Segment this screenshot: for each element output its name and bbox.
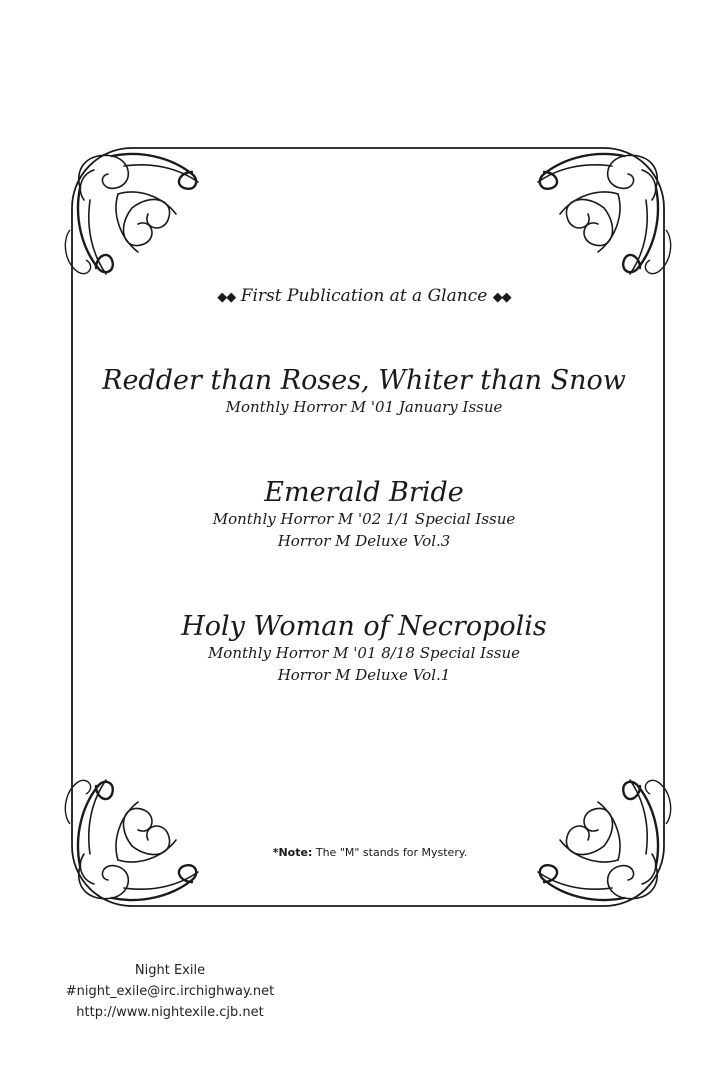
page-heading xyxy=(0,286,728,306)
entry-source: Horror M Deluxe Vol.1 xyxy=(277,666,451,684)
scanlation-credits xyxy=(62,960,278,1023)
footnote-text: The "M" stands for Mystery. xyxy=(315,846,468,859)
diamond-ornament-right: ◆◆ xyxy=(492,290,511,305)
entry-source: Horror M Deluxe Vol.3 xyxy=(277,532,451,550)
publication-entry xyxy=(0,366,728,418)
entry-source: Monthly Horror M '01 8/18 Special Issue xyxy=(207,644,521,662)
entry-source: Monthly Horror M '01 January Issue xyxy=(225,398,503,416)
entry-title: Emerald Bride xyxy=(264,477,464,508)
entry-title: Redder than Roses, Whiter than Snow xyxy=(102,365,626,396)
entry-source: Monthly Horror M '02 1/1 Special Issue xyxy=(212,510,516,528)
diamond-ornament-left: ◆◆ xyxy=(217,290,236,305)
publication-entry xyxy=(0,478,728,552)
credits-website: http://www.nightexile.cjb.net xyxy=(76,1005,264,1020)
publication-entry xyxy=(0,612,728,686)
footnote xyxy=(0,846,728,859)
credits-irc-channel: #night_exile@irc.irchighway.net xyxy=(65,984,275,999)
credits-group-name: Night Exile xyxy=(134,963,206,978)
entry-title: Holy Woman of Necropolis xyxy=(181,611,547,642)
footnote-label: *Note: xyxy=(272,846,313,859)
heading-title: First Publication at a Glance xyxy=(240,286,488,306)
